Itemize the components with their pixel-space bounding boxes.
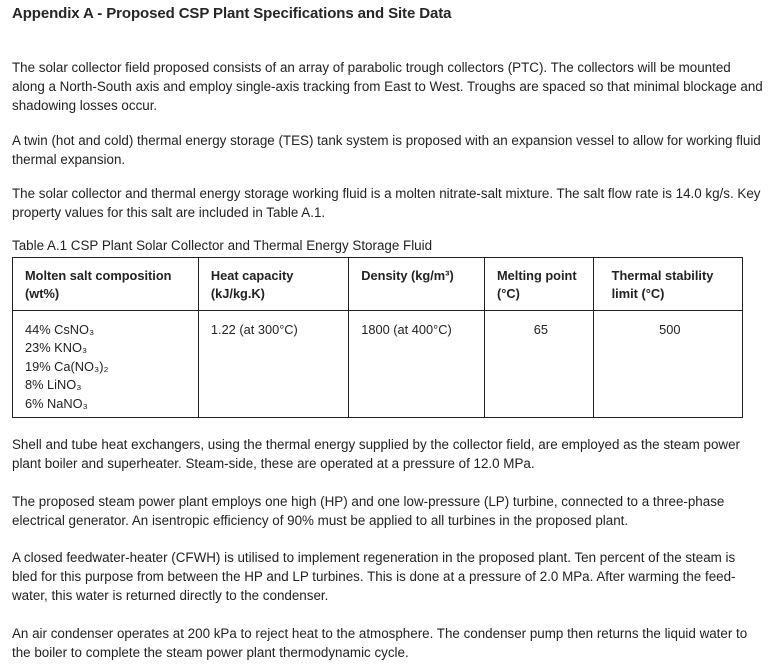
composition-line: 19% Ca(NO₃)₂ bbox=[25, 358, 109, 374]
cell-thermal-stability: 500 bbox=[593, 311, 742, 418]
composition-line: 23% KNO₃ bbox=[25, 340, 88, 356]
composition-line: 8% LiNO₃ bbox=[25, 377, 82, 393]
header-melting-point: Melting point (°C) bbox=[485, 258, 594, 311]
composition-line: 6% NaNO₃ bbox=[25, 395, 88, 411]
table-header-row bbox=[13, 258, 743, 311]
paragraph-working-fluid: The solar collector and thermal energy storage working fluid is a molten nitrate-salt mixture. The salt flow rate is 14.0 kg/s. Key property values for this salt are included in Table A.1. bbox=[12, 186, 761, 220]
paragraph-collector-field: The solar collector field proposed consists of an array of parabolic trough collectors (PTC). The collectors will be mounted along a North-South axis and employ single-axis tracking from East to West. Troughs are spaced so that minimal blockage and shadowing losses occur. bbox=[12, 60, 763, 113]
salt-properties-table bbox=[12, 257, 743, 418]
paragraph-tes-system: A twin (hot and cold) thermal energy storage (TES) tank system is proposed with an expansion vessel to allow for working fluid thermal expansion. bbox=[12, 133, 761, 167]
cell-melting-point: 65 bbox=[485, 311, 594, 418]
table-row bbox=[13, 311, 743, 418]
paragraph-turbines: The proposed steam power plant employs one high (HP) and one low-pressure (LP) turbine, connected to a three-phase electrical generator. An isentropic efficiency of 90% must be applied to all turbines in the proposed plant. bbox=[12, 494, 725, 528]
header-density: Density (kg/m³) bbox=[349, 258, 485, 311]
cell-composition bbox=[13, 311, 199, 418]
header-thermal-stability: Thermal stability limit (°C) bbox=[593, 258, 742, 311]
header-composition: Molten salt composition (wt%) bbox=[13, 258, 199, 311]
appendix-heading: Appendix A - Proposed CSP Plant Specifications and Site Data bbox=[12, 5, 452, 22]
cell-density: 1800 (at 400°C) bbox=[349, 311, 485, 418]
table-caption: Table A.1 CSP Plant Solar Collector and Thermal Energy Storage Fluid bbox=[12, 238, 433, 253]
paragraph-cfwh: A closed feedwater-heater (CFWH) is utilised to implement regeneration in the proposed plant. Ten percent of the steam is bled for this purpose from between the HP and LP turbines. This is done at a pressure of 2.0 MPa. After warming the feed-water, this water is returned directly to the condenser. bbox=[12, 550, 736, 603]
paragraph-heat-exchangers: Shell and tube heat exchangers, using the thermal energy supplied by the collector field, are employed as the steam power plant boiler and superheater. Steam-side, these are operated at a pressure of 12.0 MPa. bbox=[12, 437, 740, 471]
paragraph-condenser: An air condenser operates at 200 kPa to reject heat to the atmosphere. The condenser pump then returns the liquid water to the boiler to complete the steam power plant thermodynamic cycle. bbox=[12, 626, 748, 660]
composition-line: 44% CsNO₃ bbox=[25, 322, 95, 337]
cell-heat-capacity: 1.22 (at 300°C) bbox=[198, 311, 348, 418]
header-heat-capacity: Heat capacity (kJ/kg.K) bbox=[198, 258, 348, 311]
